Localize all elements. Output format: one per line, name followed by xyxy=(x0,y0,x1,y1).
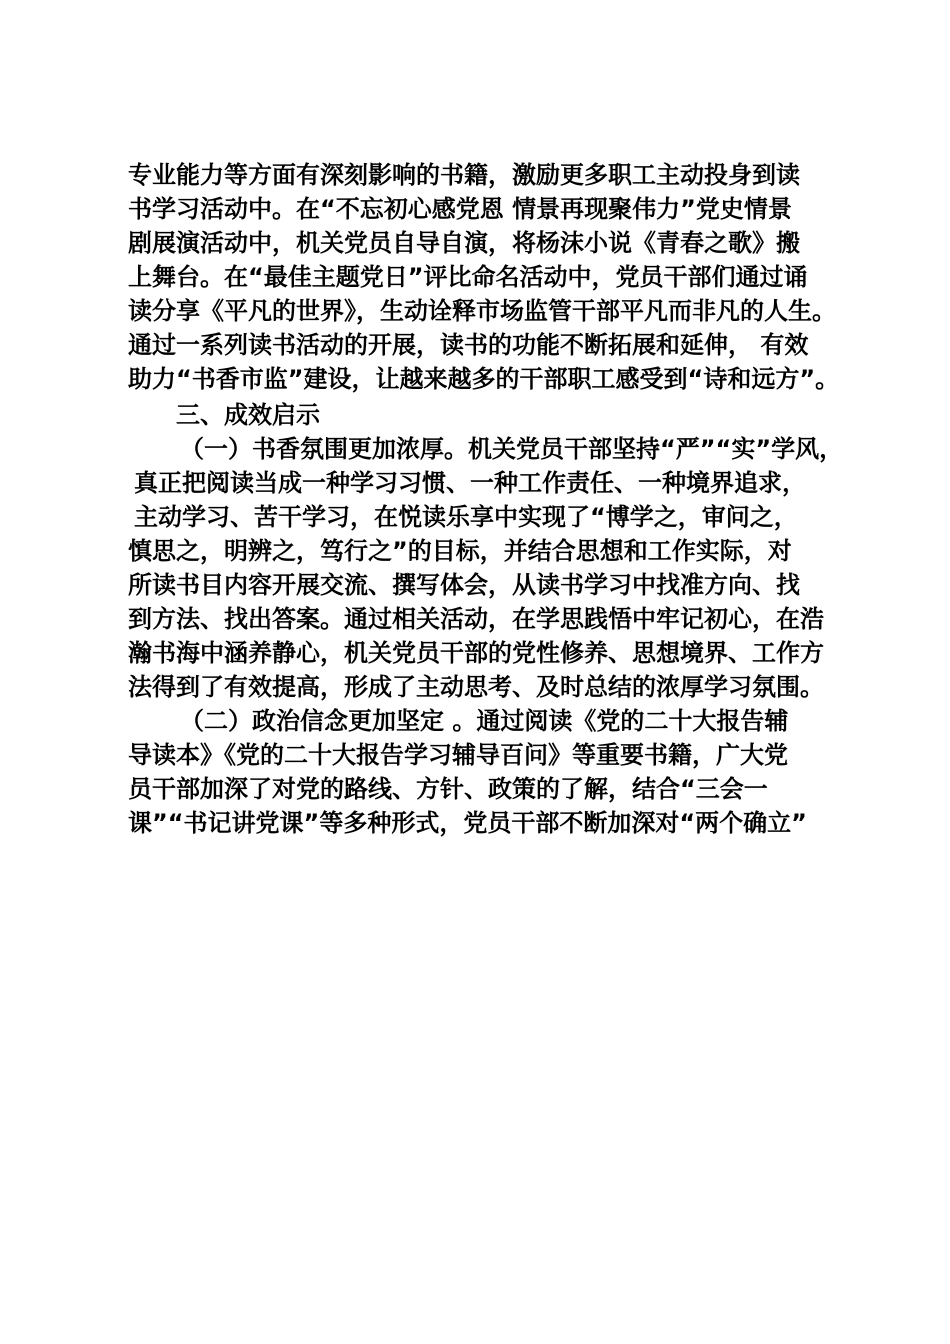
text-line: 读分享《平凡的世界》，生动诠释市场监管干部平凡而非凡的人生。 xyxy=(128,297,836,325)
text-line: 到方法、找出答案。通过相关活动，在学思践悟中牢记初心，在浩 xyxy=(128,605,824,633)
text-line: 通过一系列读书活动的开展，读书的功能不断拓展和延伸， 有效 xyxy=(128,331,809,359)
section-heading: 三、成效启示 xyxy=(176,401,320,429)
text-line: （一）书香氛围更加浓厚。机关党员干部坚持“严”“实”学风， xyxy=(180,435,844,463)
text-line: 导读本》《党的二十大报告学习辅导百问》等重要书籍，广大党 xyxy=(128,741,788,769)
paragraph-1 xyxy=(128,158,848,396)
text-line: 助力“书香市监”建设，让越来越多的干部职工感受到“诗和远方”。 xyxy=(128,365,840,393)
text-line: 所读书目内容开展交流、撰写体会，从读书学习中找准方向、找 xyxy=(128,571,800,599)
text-line: 法得到了有效提高，形成了主动思考、及时总结的浓厚学习氛围。 xyxy=(128,673,824,701)
paragraph-2 xyxy=(128,432,848,704)
text-line: 真正把阅读当成一种学习习惯、一种工作责任、一种境界追求， xyxy=(134,469,806,497)
text-line: 书学习活动中。在“不忘初心感党恩 情景再现聚伟力”党史情景 xyxy=(128,195,792,223)
text-line: 上舞台。在“最佳主题党日”评比命名活动中，党员干部们通过诵 xyxy=(128,263,808,291)
text-line: 员干部加深了对党的路线、方针、政策的了解，结合“三会一 xyxy=(128,775,768,803)
text-line: 课”“书记讲党课”等多种形式，党员干部不断加深对“两个确立” xyxy=(128,809,807,837)
text-line: 主动学习、苦干学习，在悦读乐享中实现了“博学之，审问之， xyxy=(134,503,798,531)
text-line: （二）政治信念更加坚定 。通过阅读《党的二十大报告辅 xyxy=(180,707,789,735)
document-body xyxy=(128,158,848,840)
text-line: 慎思之，明辨之，笃行之”的目标，并结合思想和工作实际，对 xyxy=(128,537,792,565)
text-line: 瀚书海中涵养静心，机关党员干部的党性修养、思想境界、工作方 xyxy=(128,639,824,667)
text-line: 剧展演活动中，机关党员自导自演，将杨沫小说《青春之歌》搬 xyxy=(128,229,800,257)
paragraph-3 xyxy=(128,704,848,840)
text-line: 专业能力等方面有深刻影响的书籍，激励更多职工主动投身到读 xyxy=(128,161,800,189)
